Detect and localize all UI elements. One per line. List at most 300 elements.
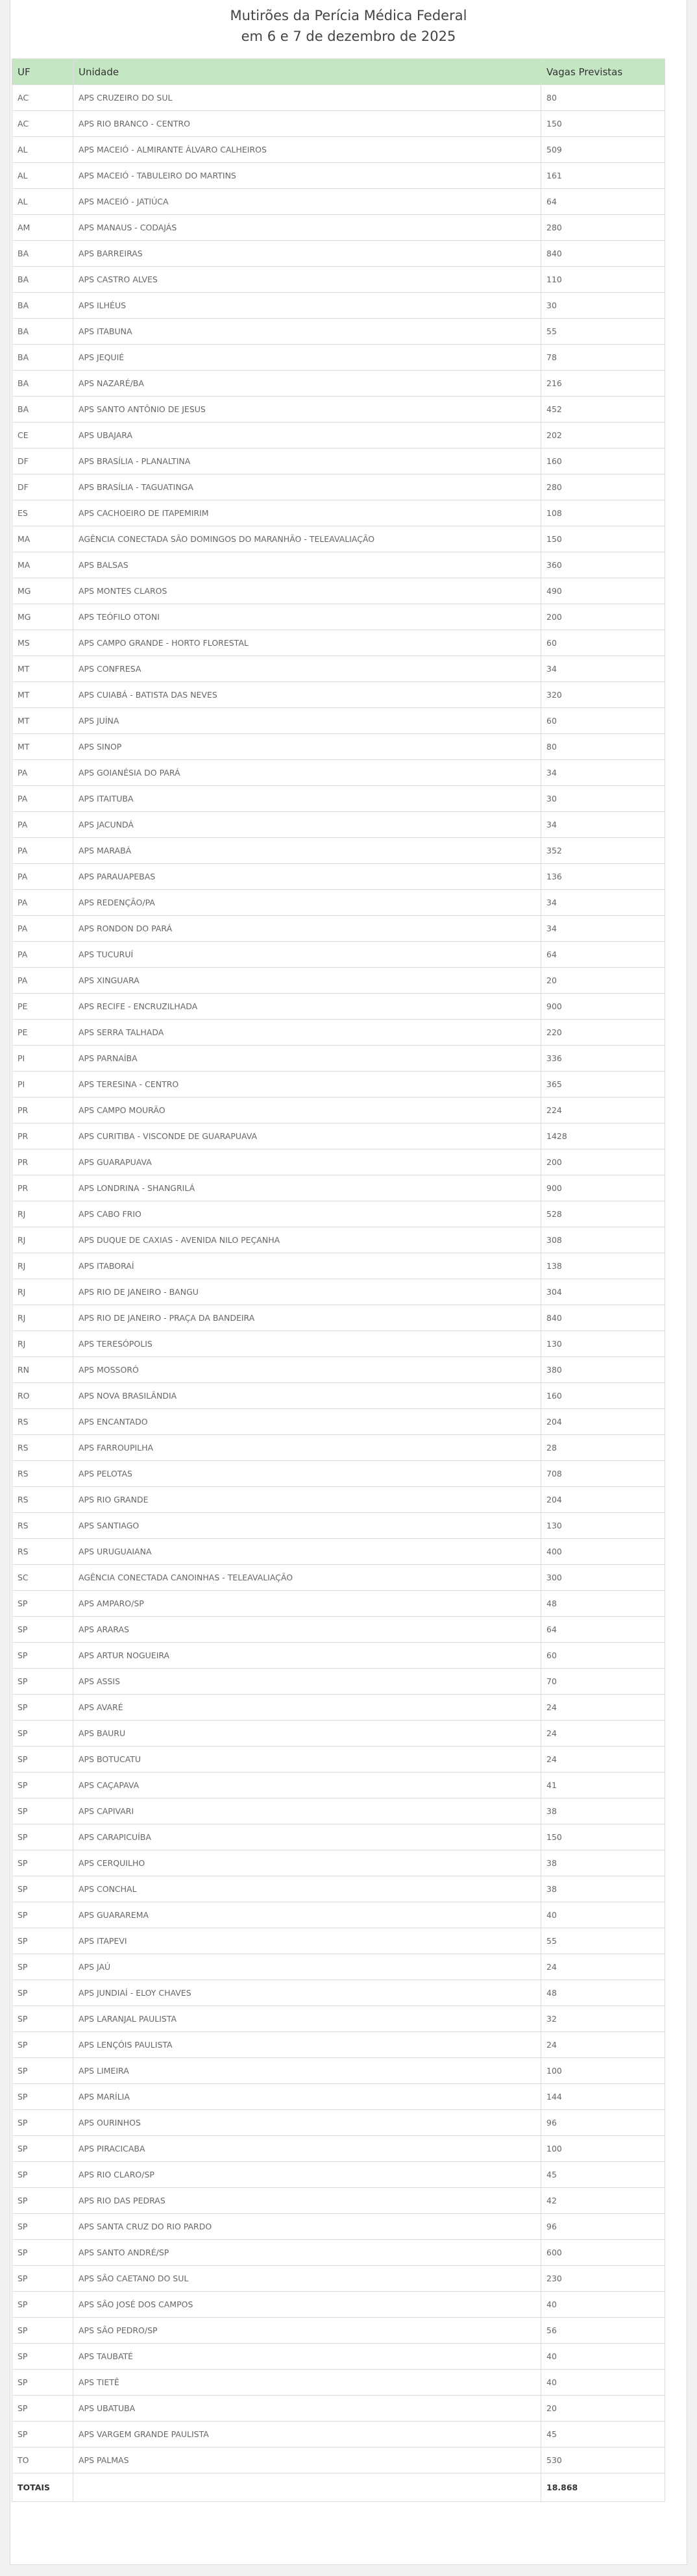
cell-vagas: 60 — [541, 708, 665, 734]
table-row — [12, 2396, 665, 2422]
cell-vagas: 41 — [541, 1773, 665, 1798]
cell-uf: RO — [12, 1383, 73, 1409]
cell-vagas: 708 — [541, 1461, 665, 1487]
totals-label: TOTAIS — [12, 2473, 73, 2502]
table-row — [12, 1305, 665, 1331]
cell-unidade: APS ITAITUBA — [73, 786, 541, 812]
cell-vagas: 230 — [541, 2266, 665, 2292]
cell-vagas: 400 — [541, 1539, 665, 1565]
cell-vagas: 144 — [541, 2084, 665, 2110]
cell-vagas: 80 — [541, 734, 665, 760]
table-row — [12, 760, 665, 786]
cell-uf: RS — [12, 1409, 73, 1435]
table-row — [12, 1747, 665, 1773]
cell-uf: BA — [12, 371, 73, 397]
cell-unidade: APS BRASÍLIA - PLANALTINA — [73, 448, 541, 474]
cell-uf: SP — [12, 2162, 73, 2188]
table-row — [12, 163, 665, 189]
cell-uf: SP — [12, 2110, 73, 2136]
cell-unidade: APS GOIANÉSIA DO PARÁ — [73, 760, 541, 786]
cell-vagas: 80 — [541, 85, 665, 111]
cell-unidade: APS MACEIÓ - ALMIRANTE ÁLVARO CALHEIROS — [73, 137, 541, 163]
cell-vagas: 130 — [541, 1513, 665, 1539]
cell-uf: MT — [12, 656, 73, 682]
table-row — [12, 578, 665, 604]
table-row — [12, 1617, 665, 1643]
cell-vagas: 34 — [541, 812, 665, 838]
cell-unidade: APS JEQUIÉ — [73, 345, 541, 371]
cell-unidade: APS RIO DAS PEDRAS — [73, 2188, 541, 2214]
cell-unidade: APS BOTUCATU — [73, 1747, 541, 1773]
cell-unidade: APS LENÇÓIS PAULISTA — [73, 2032, 541, 2058]
cell-vagas: 150 — [541, 526, 665, 552]
cell-unidade: APS CONFRESA — [73, 656, 541, 682]
table-row — [12, 812, 665, 838]
table-row — [12, 656, 665, 682]
cell-unidade: APS CUIABÁ - BATISTA DAS NEVES — [73, 682, 541, 708]
cell-vagas: 136 — [541, 864, 665, 890]
cell-vagas: 900 — [541, 1175, 665, 1201]
cell-vagas: 150 — [541, 111, 665, 137]
cell-vagas: 30 — [541, 293, 665, 319]
cell-uf: DF — [12, 474, 73, 500]
cell-vagas: 24 — [541, 1695, 665, 1721]
table-row — [12, 604, 665, 630]
cell-vagas: 160 — [541, 1383, 665, 1409]
table-row — [12, 2084, 665, 2110]
cell-uf: SP — [12, 1773, 73, 1798]
cell-vagas: 42 — [541, 2188, 665, 2214]
cell-vagas: 64 — [541, 942, 665, 968]
cell-uf: BA — [12, 319, 73, 345]
cell-unidade: APS MOSSORÓ — [73, 1357, 541, 1383]
cell-unidade: APS REDENÇÃO/PA — [73, 890, 541, 916]
table-row — [12, 371, 665, 397]
cell-uf: PA — [12, 760, 73, 786]
cell-vagas: 24 — [541, 1747, 665, 1773]
cell-uf: SP — [12, 1695, 73, 1721]
cell-uf: SP — [12, 2344, 73, 2370]
cell-unidade: APS ARTUR NOGUEIRA — [73, 1643, 541, 1669]
table-row — [12, 1098, 665, 1123]
table-row — [12, 1435, 665, 1461]
cell-uf: MT — [12, 734, 73, 760]
table-row — [12, 734, 665, 760]
cell-uf: PA — [12, 838, 73, 864]
cell-uf: BA — [12, 241, 73, 267]
cell-vagas: 100 — [541, 2136, 665, 2162]
cell-uf: PA — [12, 968, 73, 994]
cell-uf: PI — [12, 1072, 73, 1098]
table-row — [12, 111, 665, 137]
cell-uf: AL — [12, 137, 73, 163]
totals-unidade — [73, 2473, 541, 2502]
cell-vagas: 220 — [541, 1020, 665, 1046]
cell-uf: SP — [12, 2032, 73, 2058]
table-row — [12, 526, 665, 552]
table-row — [12, 2318, 665, 2344]
cell-uf: PR — [12, 1175, 73, 1201]
cell-vagas: 204 — [541, 1487, 665, 1513]
table-row — [12, 2110, 665, 2136]
cell-vagas: 38 — [541, 1876, 665, 1902]
page-title — [10, 0, 687, 47]
cell-unidade: APS TAUBATÉ — [73, 2344, 541, 2370]
cell-uf: SP — [12, 1721, 73, 1747]
cell-unidade: APS URUGUAIANA — [73, 1539, 541, 1565]
table-row — [12, 1279, 665, 1305]
cell-unidade: APS UBATUBA — [73, 2396, 541, 2422]
table-row — [12, 2032, 665, 2058]
table-row — [12, 1591, 665, 1617]
cell-vagas: 840 — [541, 1305, 665, 1331]
cell-unidade: APS MANAUS - CODAJÁS — [73, 215, 541, 241]
cell-uf: SP — [12, 2084, 73, 2110]
cell-uf: RN — [12, 1357, 73, 1383]
table-row — [12, 2292, 665, 2318]
cell-unidade: APS SANTO ANDRÉ/SP — [73, 2240, 541, 2266]
cell-uf: SP — [12, 1954, 73, 1980]
cell-unidade: APS ITABORAÍ — [73, 1253, 541, 1279]
table-row — [12, 2136, 665, 2162]
title-line-1: Mutirões da Perícia Médica Federal — [230, 8, 467, 23]
cell-vagas: 24 — [541, 1721, 665, 1747]
table-row — [12, 1721, 665, 1747]
cell-unidade: APS CACHOEIRO DE ITAPEMIRIM — [73, 500, 541, 526]
cell-vagas: 30 — [541, 786, 665, 812]
cell-uf: PA — [12, 890, 73, 916]
cell-unidade: APS GUARAREMA — [73, 1902, 541, 1928]
cell-uf: PR — [12, 1123, 73, 1149]
cell-unidade: APS DUQUE DE CAXIAS - AVENIDA NILO PEÇANHA — [73, 1227, 541, 1253]
header-uf: UF — [12, 59, 73, 85]
cell-vagas: 96 — [541, 2214, 665, 2240]
cell-uf: RJ — [12, 1227, 73, 1253]
cell-vagas: 110 — [541, 267, 665, 293]
table-row — [12, 708, 665, 734]
cell-unidade: APS SINOP — [73, 734, 541, 760]
cell-vagas: 55 — [541, 1928, 665, 1954]
cell-uf: BA — [12, 397, 73, 423]
cell-uf: SP — [12, 1747, 73, 1773]
table-row — [12, 1253, 665, 1279]
cell-unidade: APS PALMAS — [73, 2447, 541, 2473]
cell-vagas: 150 — [541, 1824, 665, 1850]
cell-vagas: 200 — [541, 1149, 665, 1175]
cell-unidade: APS CURITIBA - VISCONDE DE GUARAPUAVA — [73, 1123, 541, 1149]
cell-vagas: 70 — [541, 1669, 665, 1695]
table-row — [12, 1227, 665, 1253]
cell-unidade: APS ILHÉUS — [73, 293, 541, 319]
cell-unidade: APS MARABÁ — [73, 838, 541, 864]
cell-vagas: 452 — [541, 397, 665, 423]
cell-vagas: 130 — [541, 1331, 665, 1357]
cell-unidade: APS TERESÓPOLIS — [73, 1331, 541, 1357]
cell-uf: RJ — [12, 1253, 73, 1279]
table-row — [12, 682, 665, 708]
table-row — [12, 1643, 665, 1669]
table-row — [12, 1980, 665, 2006]
cell-unidade: APS TEÓFILO OTONI — [73, 604, 541, 630]
cell-unidade: APS MACEIÓ - TABULEIRO DO MARTINS — [73, 163, 541, 189]
cell-uf: RS — [12, 1539, 73, 1565]
cell-unidade: APS RONDON DO PARÁ — [73, 916, 541, 942]
cell-vagas: 528 — [541, 1201, 665, 1227]
cell-uf: SP — [12, 1643, 73, 1669]
cell-unidade: APS SÃO JOSÉ DOS CAMPOS — [73, 2292, 541, 2318]
cell-vagas: 1428 — [541, 1123, 665, 1149]
cell-unidade: APS RIO GRANDE — [73, 1487, 541, 1513]
cell-unidade: APS ARARAS — [73, 1617, 541, 1643]
cell-unidade: APS RECIFE - ENCRUZILHADA — [73, 994, 541, 1020]
cell-vagas: 40 — [541, 1902, 665, 1928]
table-row — [12, 1487, 665, 1513]
table-row — [12, 2214, 665, 2240]
table-row — [12, 1357, 665, 1383]
cell-uf: SP — [12, 2214, 73, 2240]
vagas-table — [12, 58, 665, 2502]
table-body — [12, 85, 665, 2502]
cell-unidade: APS AVARÉ — [73, 1695, 541, 1721]
cell-vagas: 202 — [541, 423, 665, 448]
table-row — [12, 2422, 665, 2447]
cell-unidade: APS ENCANTADO — [73, 1409, 541, 1435]
cell-uf: MT — [12, 682, 73, 708]
cell-vagas: 32 — [541, 2006, 665, 2032]
cell-vagas: 352 — [541, 838, 665, 864]
cell-uf: BA — [12, 345, 73, 371]
cell-unidade: APS RIO BRANCO - CENTRO — [73, 111, 541, 137]
cell-unidade: APS LARANJAL PAULISTA — [73, 2006, 541, 2032]
table-row — [12, 630, 665, 656]
table-row — [12, 890, 665, 916]
table-row — [12, 1383, 665, 1409]
table-row — [12, 85, 665, 111]
cell-vagas: 45 — [541, 2422, 665, 2447]
cell-unidade: APS BAURU — [73, 1721, 541, 1747]
cell-uf: PE — [12, 1020, 73, 1046]
cell-vagas: 490 — [541, 578, 665, 604]
cell-uf: SP — [12, 2188, 73, 2214]
title-line-2: em 6 e 7 de dezembro de 2025 — [241, 29, 456, 44]
cell-uf: SP — [12, 1824, 73, 1850]
cell-uf: SP — [12, 1876, 73, 1902]
table-row — [12, 293, 665, 319]
cell-unidade: APS BARREIRAS — [73, 241, 541, 267]
table-row — [12, 994, 665, 1020]
cell-vagas: 224 — [541, 1098, 665, 1123]
table-row — [12, 137, 665, 163]
cell-unidade: APS TERESINA - CENTRO — [73, 1072, 541, 1098]
cell-vagas: 360 — [541, 552, 665, 578]
cell-uf: SC — [12, 1565, 73, 1591]
cell-unidade: APS PARNAÍBA — [73, 1046, 541, 1072]
table-row — [12, 1513, 665, 1539]
cell-vagas: 530 — [541, 2447, 665, 2473]
cell-unidade: APS JUNDIAÍ - ELOY CHAVES — [73, 1980, 541, 2006]
cell-unidade: APS GUARAPUAVA — [73, 1149, 541, 1175]
cell-vagas: 34 — [541, 760, 665, 786]
cell-uf: SP — [12, 2240, 73, 2266]
cell-vagas: 34 — [541, 916, 665, 942]
cell-unidade: APS CABO FRIO — [73, 1201, 541, 1227]
cell-uf: RJ — [12, 1305, 73, 1331]
cell-vagas: 34 — [541, 890, 665, 916]
table-row — [12, 864, 665, 890]
cell-vagas: 64 — [541, 189, 665, 215]
cell-uf: AL — [12, 189, 73, 215]
cell-uf: RJ — [12, 1331, 73, 1357]
cell-unidade: APS TIETÊ — [73, 2370, 541, 2396]
cell-unidade: APS TUCURUÍ — [73, 942, 541, 968]
cell-vagas: 34 — [541, 656, 665, 682]
cell-unidade: APS XINGUARA — [73, 968, 541, 994]
cell-uf: MS — [12, 630, 73, 656]
cell-uf: SP — [12, 2422, 73, 2447]
cell-uf: BA — [12, 293, 73, 319]
cell-uf: PR — [12, 1098, 73, 1123]
table-row — [12, 2058, 665, 2084]
cell-unidade: APS PARAUAPEBAS — [73, 864, 541, 890]
cell-unidade: APS NAZARÉ/BA — [73, 371, 541, 397]
cell-uf: AC — [12, 85, 73, 111]
cell-uf: RJ — [12, 1279, 73, 1305]
cell-uf: SP — [12, 1617, 73, 1643]
cell-uf: RS — [12, 1435, 73, 1461]
cell-vagas: 304 — [541, 1279, 665, 1305]
cell-uf: ES — [12, 500, 73, 526]
table-row — [12, 1331, 665, 1357]
cell-vagas: 60 — [541, 630, 665, 656]
cell-vagas: 160 — [541, 448, 665, 474]
table-row — [12, 552, 665, 578]
cell-uf: SP — [12, 1669, 73, 1695]
cell-vagas: 161 — [541, 163, 665, 189]
cell-uf: RJ — [12, 1201, 73, 1227]
cell-unidade: APS CAMPO GRANDE - HORTO FLORESTAL — [73, 630, 541, 656]
cell-uf: PA — [12, 812, 73, 838]
cell-vagas: 840 — [541, 241, 665, 267]
table-row — [12, 2344, 665, 2370]
table-row — [12, 1123, 665, 1149]
table-row — [12, 1461, 665, 1487]
cell-vagas: 100 — [541, 2058, 665, 2084]
cell-uf: MA — [12, 526, 73, 552]
cell-uf: MG — [12, 578, 73, 604]
cell-vagas: 600 — [541, 2240, 665, 2266]
cell-uf: MG — [12, 604, 73, 630]
cell-unidade: APS SERRA TALHADA — [73, 1020, 541, 1046]
cell-vagas: 900 — [541, 994, 665, 1020]
table-row — [12, 838, 665, 864]
cell-uf: SP — [12, 1928, 73, 1954]
cell-unidade: APS VARGEM GRANDE PAULISTA — [73, 2422, 541, 2447]
cell-vagas: 48 — [541, 1591, 665, 1617]
table-row — [12, 1072, 665, 1098]
cell-vagas: 108 — [541, 500, 665, 526]
cell-vagas: 28 — [541, 1435, 665, 1461]
cell-unidade: APS CAMPO MOURÃO — [73, 1098, 541, 1123]
cell-vagas: 280 — [541, 215, 665, 241]
cell-vagas: 38 — [541, 1798, 665, 1824]
cell-unidade: AGÊNCIA CONECTADA SÃO DOMINGOS DO MARANHÃO - TELEAVALIAÇÃO — [73, 526, 541, 552]
table-row — [12, 448, 665, 474]
cell-vagas: 56 — [541, 2318, 665, 2344]
cell-unidade: APS OURINHOS — [73, 2110, 541, 2136]
cell-uf: SP — [12, 1902, 73, 1928]
cell-unidade: APS ITAPEVI — [73, 1928, 541, 1954]
table-row — [12, 942, 665, 968]
cell-vagas: 204 — [541, 1409, 665, 1435]
table-row — [12, 2266, 665, 2292]
table-row — [12, 474, 665, 500]
table-row — [12, 916, 665, 942]
cell-unidade: APS SÃO CAETANO DO SUL — [73, 2266, 541, 2292]
table-row — [12, 423, 665, 448]
table-row — [12, 1824, 665, 1850]
cell-uf: AC — [12, 111, 73, 137]
cell-uf: RS — [12, 1461, 73, 1487]
cell-unidade: APS CERQUILHO — [73, 1850, 541, 1876]
cell-uf: RS — [12, 1487, 73, 1513]
cell-vagas: 20 — [541, 968, 665, 994]
totals-vagas: 18.868 — [541, 2473, 665, 2502]
table-row — [12, 1539, 665, 1565]
cell-vagas: 78 — [541, 345, 665, 371]
totals-row — [12, 2473, 665, 2502]
table-row — [12, 1565, 665, 1591]
cell-uf: PI — [12, 1046, 73, 1072]
table-row — [12, 500, 665, 526]
cell-uf: SP — [12, 1850, 73, 1876]
cell-vagas: 24 — [541, 2032, 665, 2058]
table-row — [12, 2162, 665, 2188]
cell-uf: MA — [12, 552, 73, 578]
cell-uf: AL — [12, 163, 73, 189]
table-row — [12, 968, 665, 994]
table-row — [12, 2370, 665, 2396]
cell-vagas: 45 — [541, 2162, 665, 2188]
cell-uf: PE — [12, 994, 73, 1020]
cell-uf: SP — [12, 2370, 73, 2396]
cell-vagas: 55 — [541, 319, 665, 345]
header-vagas: Vagas Previstas — [541, 59, 665, 85]
cell-uf: SP — [12, 2396, 73, 2422]
cell-vagas: 40 — [541, 2292, 665, 2318]
cell-unidade: APS JACUNDÁ — [73, 812, 541, 838]
cell-uf: BA — [12, 267, 73, 293]
cell-unidade: APS LONDRINA - SHANGRILÁ — [73, 1175, 541, 1201]
table-row — [12, 1020, 665, 1046]
cell-uf: PR — [12, 1149, 73, 1175]
cell-unidade: APS MONTES CLAROS — [73, 578, 541, 604]
cell-unidade: APS CAPIVARI — [73, 1798, 541, 1824]
cell-uf: SP — [12, 2058, 73, 2084]
cell-vagas: 308 — [541, 1227, 665, 1253]
cell-uf: MT — [12, 708, 73, 734]
table-row — [12, 267, 665, 293]
cell-uf: SP — [12, 2266, 73, 2292]
cell-unidade: APS CASTRO ALVES — [73, 267, 541, 293]
table-row — [12, 397, 665, 423]
cell-vagas: 20 — [541, 2396, 665, 2422]
cell-unidade: APS PIRACICABA — [73, 2136, 541, 2162]
cell-vagas: 320 — [541, 682, 665, 708]
cell-unidade: APS SANTO ANTÔNIO DE JESUS — [73, 397, 541, 423]
table-row — [12, 1149, 665, 1175]
cell-uf: SP — [12, 2292, 73, 2318]
table-row — [12, 2006, 665, 2032]
